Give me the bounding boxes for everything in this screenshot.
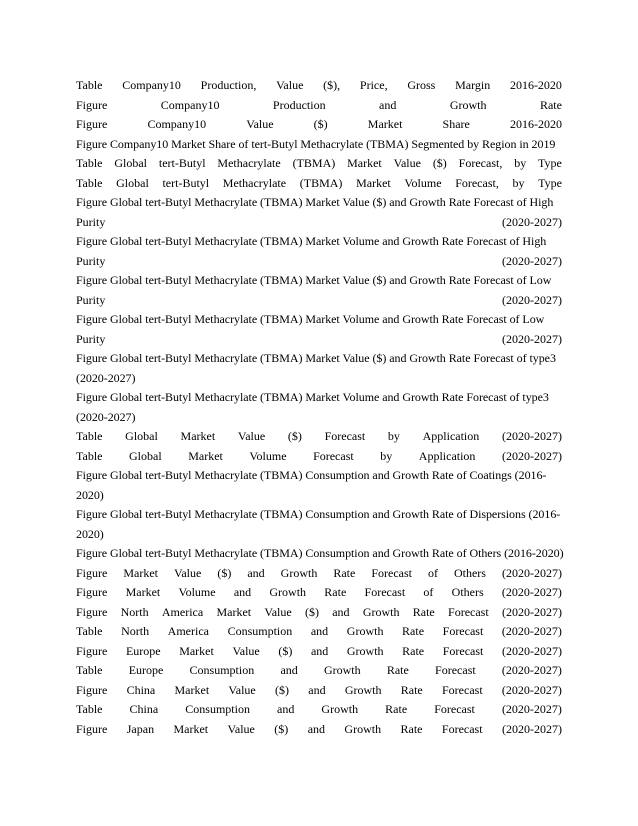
line-word: Figure (76, 585, 108, 599)
line-word: tert-Butyl (162, 175, 210, 190)
line-word: (2020-2027) (502, 331, 562, 346)
text-line: Figure Global tert-Butyl Methacrylate (TBMA) Market Value ($) and Growth Rate Forecast of High (76, 195, 554, 209)
text-line (76, 213, 562, 233)
line-word: Figure (76, 97, 108, 112)
line-word: (2020-2027) (501, 429, 562, 443)
line-word: Table (76, 663, 103, 677)
line-word: Value (246, 117, 274, 131)
line-word: of (427, 565, 438, 580)
text-line (76, 720, 562, 740)
line-word: ($) (287, 429, 302, 443)
text-line (76, 603, 562, 623)
line-word: by (380, 448, 393, 463)
line-word: Forecast (313, 448, 354, 463)
line-word: Europe (128, 663, 164, 677)
line-word: Market (216, 604, 252, 619)
line-word: ($) (275, 682, 289, 697)
text-line: (2020-2027) (76, 409, 136, 424)
line-word: ($) (432, 156, 447, 170)
line-word: Consumption (185, 702, 250, 716)
text-line: Figure Global tert-Butyl Methacrylate (TBMA) Market Value ($) and Growth Rate Forecast of type3 (76, 351, 556, 365)
text-line: Figure Global tert-Butyl Methacrylate (TBMA) Market Volume and Growth Rate Forecast of High (76, 234, 547, 248)
line-word: (TBMA) (292, 156, 336, 170)
line-word: Rate (412, 604, 435, 619)
line-word: ($), (323, 78, 341, 92)
text-line: Figure Global tert-Butyl Methacrylate (TBMA) Consumption and Growth Rate of Dispersions (2016- (76, 507, 561, 521)
line-word: and (233, 585, 252, 599)
line-word: America (161, 604, 204, 619)
text-line: Figure Global tert-Butyl Methacrylate (TBMA) Consumption and Growth Rate of Others (2016-2020) (76, 546, 564, 560)
line-word: (2020-2027) (501, 643, 562, 658)
line-word: and (280, 663, 298, 677)
line-word: Methacrylate (217, 156, 281, 170)
line-word: Company10 (160, 97, 220, 112)
line-word: (TBMA) (299, 175, 343, 190)
line-word: Growth (362, 604, 400, 619)
line-word: Table (76, 448, 103, 463)
line-word: (2020-2027) (501, 721, 562, 736)
text-line (76, 447, 562, 467)
line-word: Rate (333, 565, 356, 580)
line-word: (2020-2027) (501, 624, 562, 638)
line-word: Value (227, 721, 255, 736)
line-word: and (247, 565, 265, 580)
text-line: Figure Global tert-Butyl Methacrylate (TBMA) Consumption and Growth Rate of Coatings (2016- (76, 468, 547, 482)
line-word: Rate (324, 585, 347, 599)
text-line (76, 622, 562, 642)
line-word: ($) (304, 604, 319, 619)
line-word: North (120, 604, 149, 619)
line-word: Forecast (434, 702, 475, 716)
line-word: Value (232, 643, 260, 658)
line-word: (2020-2027) (501, 682, 562, 697)
line-word: tert-Butyl (158, 156, 206, 170)
line-word: by (387, 429, 400, 443)
line-word: Value (264, 604, 292, 619)
line-word: Production, (200, 78, 257, 92)
text-line: 2020) (76, 487, 104, 502)
line-word: Consumption (189, 663, 255, 677)
line-word: Growth (346, 624, 384, 638)
line-word: Growth (449, 97, 487, 112)
text-line (76, 583, 562, 603)
line-word: Global (114, 156, 148, 170)
line-word: Figure (76, 604, 108, 619)
text-line (76, 252, 562, 272)
text-line (76, 564, 562, 584)
line-word: Others (453, 565, 486, 580)
line-word: Application (418, 448, 476, 463)
line-word: Purity (76, 253, 106, 268)
line-word: Type (538, 156, 562, 170)
line-word: Figure (76, 682, 108, 697)
text-line (76, 76, 562, 96)
line-word: Europe (125, 643, 161, 658)
line-word: Rate (539, 97, 562, 112)
line-word: Figure (76, 643, 108, 658)
line-word: (2020-2027) (502, 253, 562, 268)
line-word: Rate (385, 702, 408, 716)
line-word: Company10 (147, 117, 207, 131)
text-line: Figure Global tert-Butyl Methacrylate (TBMA) Market Volume and Growth Rate Forecast of Low (76, 312, 545, 326)
line-word: 2016-2020 (509, 117, 562, 131)
line-word: Value (276, 78, 304, 92)
line-word: Table (76, 78, 103, 92)
line-word: Production (272, 97, 326, 112)
line-word: Global (116, 175, 149, 190)
line-word: Price, (359, 78, 388, 92)
line-word: Forecast (371, 565, 412, 580)
text-line (76, 174, 562, 194)
line-word: Rate (402, 643, 425, 658)
text-line: Figure Company10 Market Share of tert-Butyl Methacrylate (TBMA) Segmented by Region in 2019 (76, 136, 556, 151)
line-word: Forecast, (458, 156, 503, 170)
line-word: (2020-2027) (502, 292, 562, 307)
line-word: ($) (313, 117, 328, 131)
line-word: ($) (217, 565, 232, 580)
text-line: Figure Global tert-Butyl Methacrylate (TBMA) Market Volume and Growth Rate Forecast of type3 (76, 390, 549, 404)
line-word: and (307, 721, 326, 736)
line-word: Global (125, 429, 158, 443)
line-word: Application (422, 429, 480, 443)
line-word: Purity (76, 331, 106, 346)
line-word: Forecast (448, 604, 489, 619)
line-word: Figure (76, 565, 108, 580)
line-word: Market (367, 117, 403, 131)
line-word: of (423, 585, 434, 599)
line-word: and (310, 624, 329, 638)
text-line (76, 96, 562, 116)
line-word: Japan (126, 721, 155, 736)
line-word: Table (76, 429, 103, 443)
line-word: (2020-2027) (501, 565, 562, 580)
line-word: Volume (404, 175, 442, 190)
text-line (76, 154, 562, 174)
line-word: ($) (278, 643, 293, 658)
text-line (76, 330, 562, 350)
line-word: Rate (400, 721, 423, 736)
line-word: Market (356, 175, 391, 190)
line-word: 2016-2020 (509, 78, 562, 92)
line-word: Value (174, 565, 202, 580)
line-word: Market (174, 682, 210, 697)
line-word: Forecast (324, 429, 366, 443)
line-word: by (512, 175, 525, 190)
line-word: Growth (280, 565, 318, 580)
line-word: Rate (402, 624, 425, 638)
text-line (76, 115, 562, 135)
line-word: (2020-2027) (501, 448, 562, 463)
line-word: Volume (249, 448, 287, 463)
line-word: (2020-2027) (501, 702, 562, 716)
line-word: Type (538, 175, 562, 190)
text-line (76, 700, 562, 720)
line-word: Forecast (442, 643, 484, 658)
text-line (76, 681, 562, 701)
line-word: Growth (344, 721, 382, 736)
line-word: Market (173, 721, 209, 736)
line-word: Forecast (442, 624, 484, 638)
line-word: Volume (178, 585, 216, 599)
line-word: Table (76, 156, 103, 170)
line-word: (2020-2027) (501, 585, 562, 599)
line-word: Growth (269, 585, 307, 599)
line-word: Market (179, 643, 214, 658)
line-word: Forecast (441, 721, 483, 736)
line-word: Growth (323, 663, 361, 677)
text-line: 2020) (76, 526, 104, 541)
text-line: (2020-2027) (76, 370, 136, 385)
line-word: China (126, 682, 156, 697)
line-word: ($) (274, 721, 289, 736)
line-word: Purity (76, 214, 106, 229)
line-word: North (121, 624, 150, 638)
line-word: Forecast, (455, 175, 499, 190)
line-word: and (277, 702, 295, 716)
line-word: Purity (76, 292, 106, 307)
line-word: Table (76, 624, 103, 638)
line-word: Others (451, 585, 484, 599)
line-word: China (129, 702, 159, 716)
document-page (76, 76, 562, 739)
line-word: America (167, 624, 209, 638)
line-word: Market (188, 448, 223, 463)
line-word: Forecast (442, 682, 483, 697)
line-word: Table (76, 702, 103, 716)
line-word: Methacrylate (222, 175, 287, 190)
line-word: (2020-2027) (502, 214, 562, 229)
line-word: Company10 (122, 78, 181, 92)
line-word: Growth (346, 643, 384, 658)
line-word: Value (393, 156, 421, 170)
line-word: Global (129, 448, 162, 463)
line-word: Rate (400, 682, 423, 697)
line-word: and (310, 643, 329, 658)
text-line (76, 291, 562, 311)
line-word: Consumption (227, 624, 293, 638)
line-word: Market (347, 156, 382, 170)
text-line (76, 661, 562, 681)
text-line: Figure Global tert-Butyl Methacrylate (TBMA) Market Value ($) and Growth Rate Forecast of Low (76, 273, 552, 287)
line-word: Share (442, 117, 470, 131)
line-word: Forecast (364, 585, 406, 599)
line-word: Figure (76, 117, 108, 131)
line-word: and (379, 97, 397, 112)
line-word: Market (123, 565, 158, 580)
line-word: Market (180, 429, 216, 443)
line-word: (2020-2027) (501, 604, 562, 619)
line-word: and (308, 682, 326, 697)
line-word: by (514, 156, 527, 170)
line-word: Growth (321, 702, 359, 716)
line-word: Value (237, 429, 266, 443)
line-word: Margin (455, 78, 491, 92)
line-word: Forecast (435, 663, 476, 677)
line-word: Market (125, 585, 161, 599)
line-word: Value (228, 682, 256, 697)
line-word: Growth (344, 682, 382, 697)
line-word: Gross (407, 78, 436, 92)
line-word: Table (76, 175, 103, 190)
line-word: Figure (76, 721, 108, 736)
line-word: Rate (386, 663, 409, 677)
text-line (76, 427, 562, 447)
line-word: and (332, 604, 350, 619)
line-word: (2020-2027) (501, 663, 562, 677)
text-line (76, 642, 562, 662)
